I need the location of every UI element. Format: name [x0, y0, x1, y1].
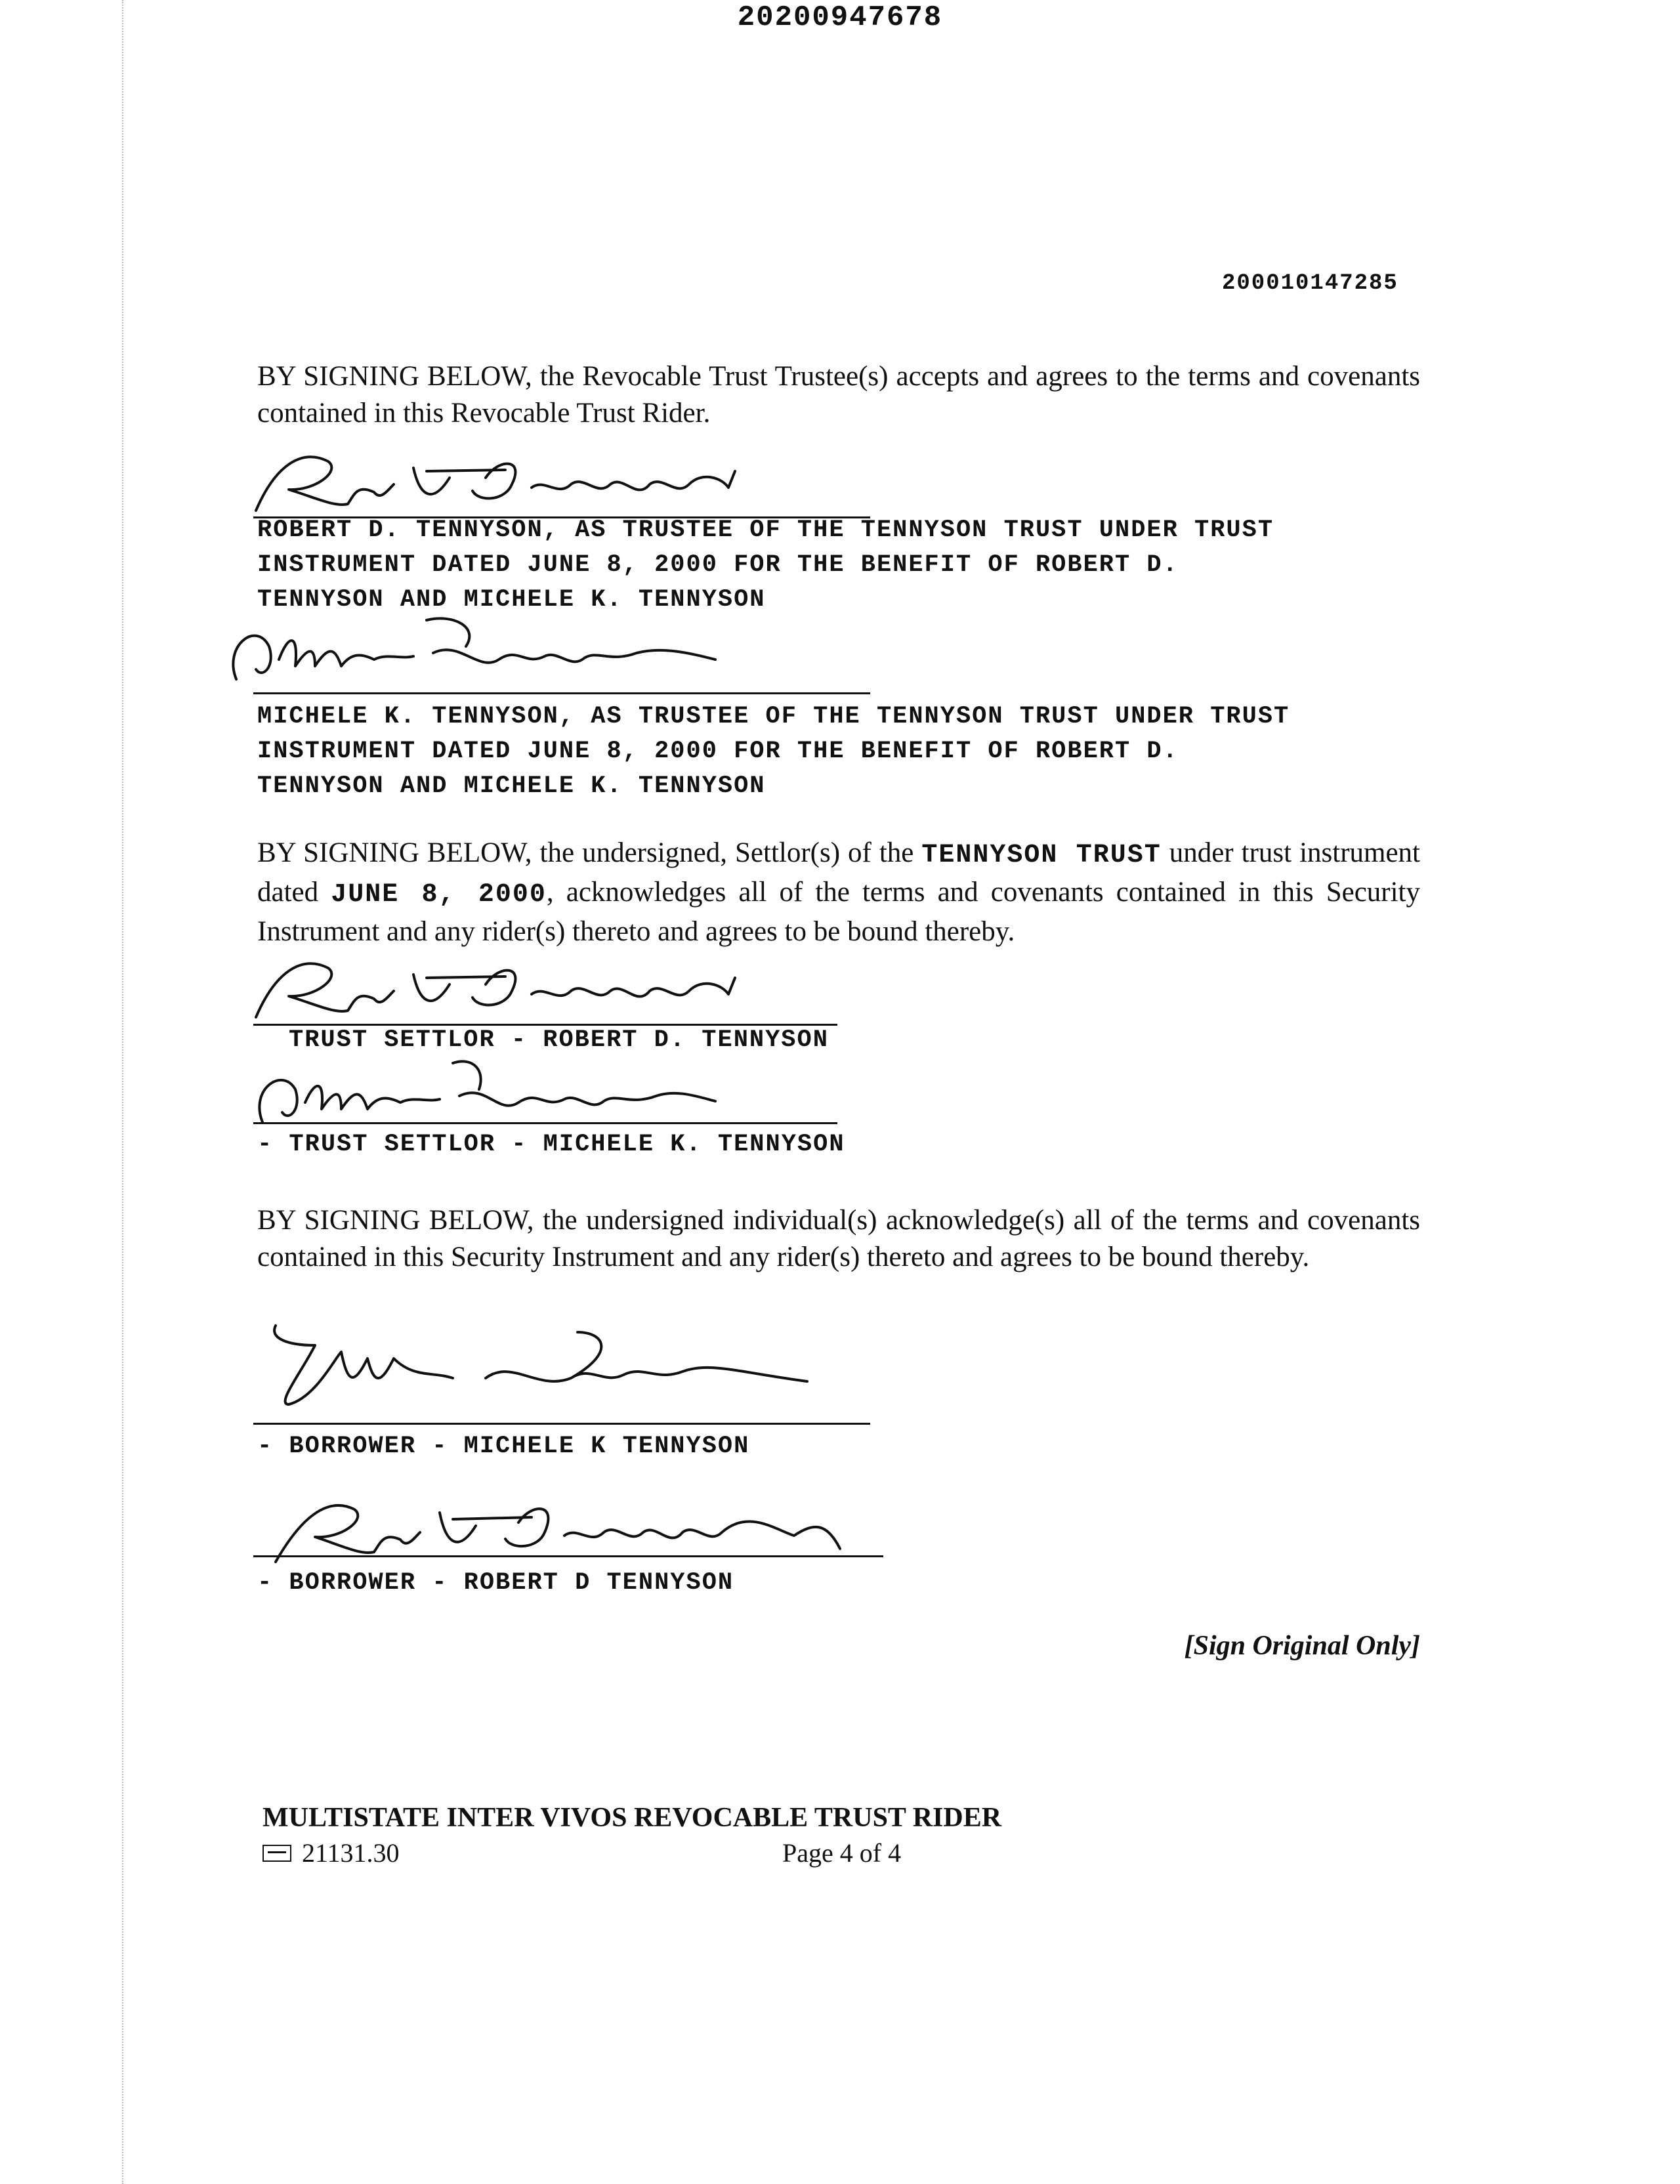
trustee-michele-caption: MICHELE K. TENNYSON, AS TRUSTEE OF THE TENNYSON TRUST UNDER TRUST INSTRUMENT DATED JUNE 8, 2000 FOR THE BENEFIT OF ROBERT D. TENNYSON AND MICHELE K. TENNYSON	[257, 703, 1290, 800]
footer-title: MULTISTATE INTER VIVOS REVOCABLE TRUST RIDER	[262, 1803, 1002, 1833]
trustee-intro: BY SIGNING BELOW, the Revocable Trust Trustee(s) accepts and agrees to the terms and covenants contained in this Revocable Trust Rider.	[257, 361, 1420, 429]
settlor-intro-text: , acknowledges all of the terms and covenants contained in this Security Instrument and any rider(s) thereto and agrees to be bound thereby.	[257, 877, 1420, 947]
trustee-robert-caption: ROBERT D. TENNYSON, AS TRUSTEE OF THE TENNYSON TRUST UNDER TRUST INSTRUMENT DATED JUNE 8, 2000 FOR THE BENEFIT OF ROBERT D. TENNYSON AND MICHELE K. TENNYSON	[257, 516, 1274, 614]
signature-line	[253, 692, 870, 694]
settlor-intro-text: BY SIGNING BELOW, the undersigned, Settlor(s) of the	[257, 837, 914, 868]
borrower-michele-caption: - BORROWER - MICHELE K TENNYSON	[257, 1433, 750, 1460]
settlor-intro-text: under trust instrument dated	[257, 837, 1420, 908]
form-box-icon	[262, 1845, 291, 1862]
signature-line	[253, 1555, 883, 1557]
settlor-robert-caption: TRUST SETTLOR - ROBERT D. TENNYSON	[289, 1026, 829, 1054]
signature-line	[253, 1122, 837, 1124]
trust-date: JUNE 8, 2000	[331, 880, 547, 910]
form-number-text: 21131.30	[302, 1838, 400, 1868]
signature-robert-settlor	[217, 945, 807, 1030]
sign-original-note: [Sign Original Only]	[1184, 1631, 1420, 1661]
signature-line	[253, 1423, 870, 1425]
settlor-intro	[257, 835, 1420, 950]
trust-name: TENNYSON TRUST	[921, 841, 1162, 870]
scan-edge-dots	[122, 0, 123, 2184]
document-number: 20200947678	[737, 1, 943, 34]
signature-michele-trustee	[217, 607, 807, 699]
signature-robert-borrower	[249, 1483, 892, 1575]
individual-intro: BY SIGNING BELOW, the undersigned individual(s) acknowledge(s) all of the terms and covenants contained in this Security Instrument and any rider(s) thereto and agrees to be bound thereby.	[257, 1205, 1420, 1272]
signature-michele-borrower	[262, 1319, 853, 1418]
footer-page-label: Page 4 of 4	[782, 1838, 902, 1868]
signature-robert-trustee	[217, 438, 807, 524]
reference-number: 200010147285	[1222, 271, 1398, 296]
borrower-robert-caption: - BORROWER - ROBERT D TENNYSON	[257, 1569, 734, 1597]
footer-form-number	[262, 1838, 400, 1868]
settlor-michele-caption: - TRUST SETTLOR - MICHELE K. TENNYSON	[257, 1131, 845, 1158]
